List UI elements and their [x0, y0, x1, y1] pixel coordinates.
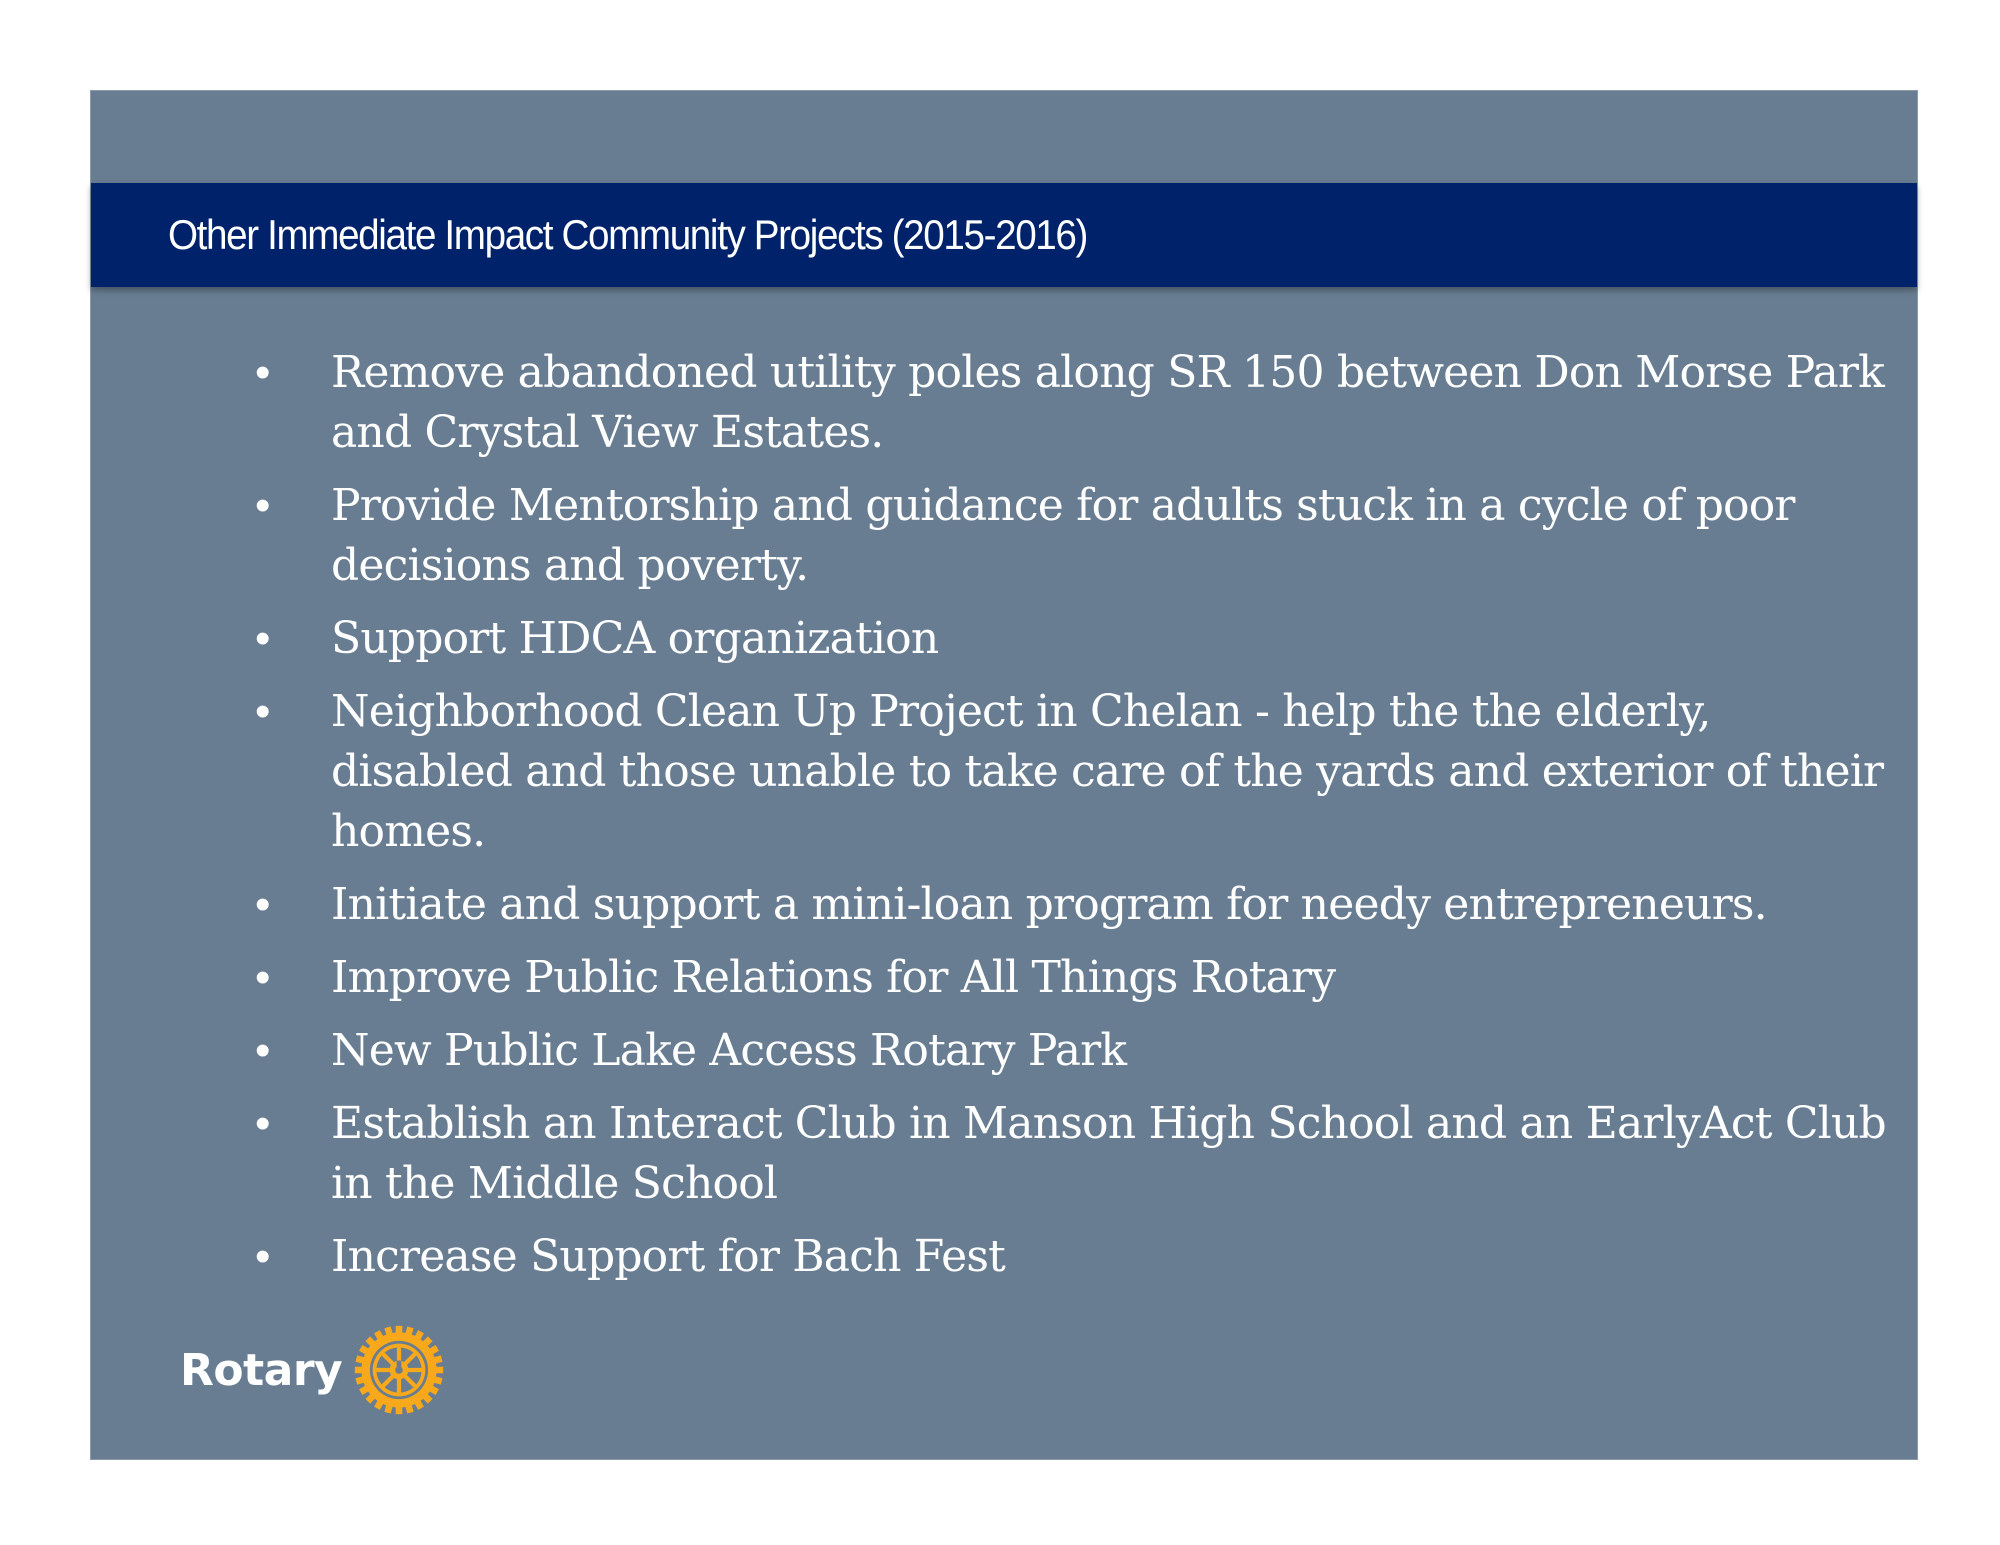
list-item — [171, 476, 1891, 596]
rotary-wordmark: Rotary — [180, 1344, 343, 1396]
bullet-icon: • — [255, 614, 270, 663]
slide-title: Other Immediate Impact Community Projects (2015-2016) — [168, 211, 1088, 258]
bullet-icon: • — [255, 348, 270, 397]
list-item-text: Initiate and support a mini-loan program for needy entrepreneurs. — [331, 879, 1767, 930]
list-item-text: New Public Lake Access Rotary Park — [331, 1025, 1127, 1076]
list-item-text: Increase Support for Bach Fest — [331, 1231, 1006, 1282]
list-item — [171, 343, 1891, 463]
bullet-icon: • — [255, 1232, 270, 1281]
list-item — [171, 948, 1891, 1008]
rotary-logo — [180, 1324, 446, 1416]
slide — [91, 91, 1917, 1459]
list-item — [171, 1021, 1891, 1081]
bullet-list — [171, 343, 1891, 1300]
bullet-icon: • — [255, 481, 270, 530]
rotary-wheel-icon — [352, 1323, 446, 1417]
list-item-text: Support HDCA organization — [331, 613, 939, 664]
list-item-text: Improve Public Relations for All Things Rotary — [331, 952, 1336, 1003]
bullet-icon: • — [255, 687, 270, 736]
list-item-text: Remove abandoned utility poles along SR 150 between Don Morse Park and Crystal View Estates. — [331, 347, 1885, 458]
list-item-text: Establish an Interact Club in Manson High School and an EarlyAct Club in the Middle School — [331, 1098, 1886, 1209]
list-item-text: Neighborhood Clean Up Project in Chelan - help the the elderly, disabled and those unable to take care of the yards and exterior of their homes. — [331, 686, 1884, 857]
list-item — [171, 682, 1891, 862]
list-item — [171, 1094, 1891, 1214]
bullet-icon: • — [255, 953, 270, 1002]
bullet-icon: • — [255, 1099, 270, 1148]
bullet-icon: • — [255, 1026, 270, 1075]
list-item-text: Provide Mentorship and guidance for adults stuck in a cycle of poor decisions and poverty. — [331, 480, 1795, 591]
title-bar — [91, 183, 1917, 287]
list-item — [171, 875, 1891, 935]
list-item — [171, 609, 1891, 669]
list-item — [171, 1227, 1891, 1287]
bullet-icon: • — [255, 880, 270, 929]
